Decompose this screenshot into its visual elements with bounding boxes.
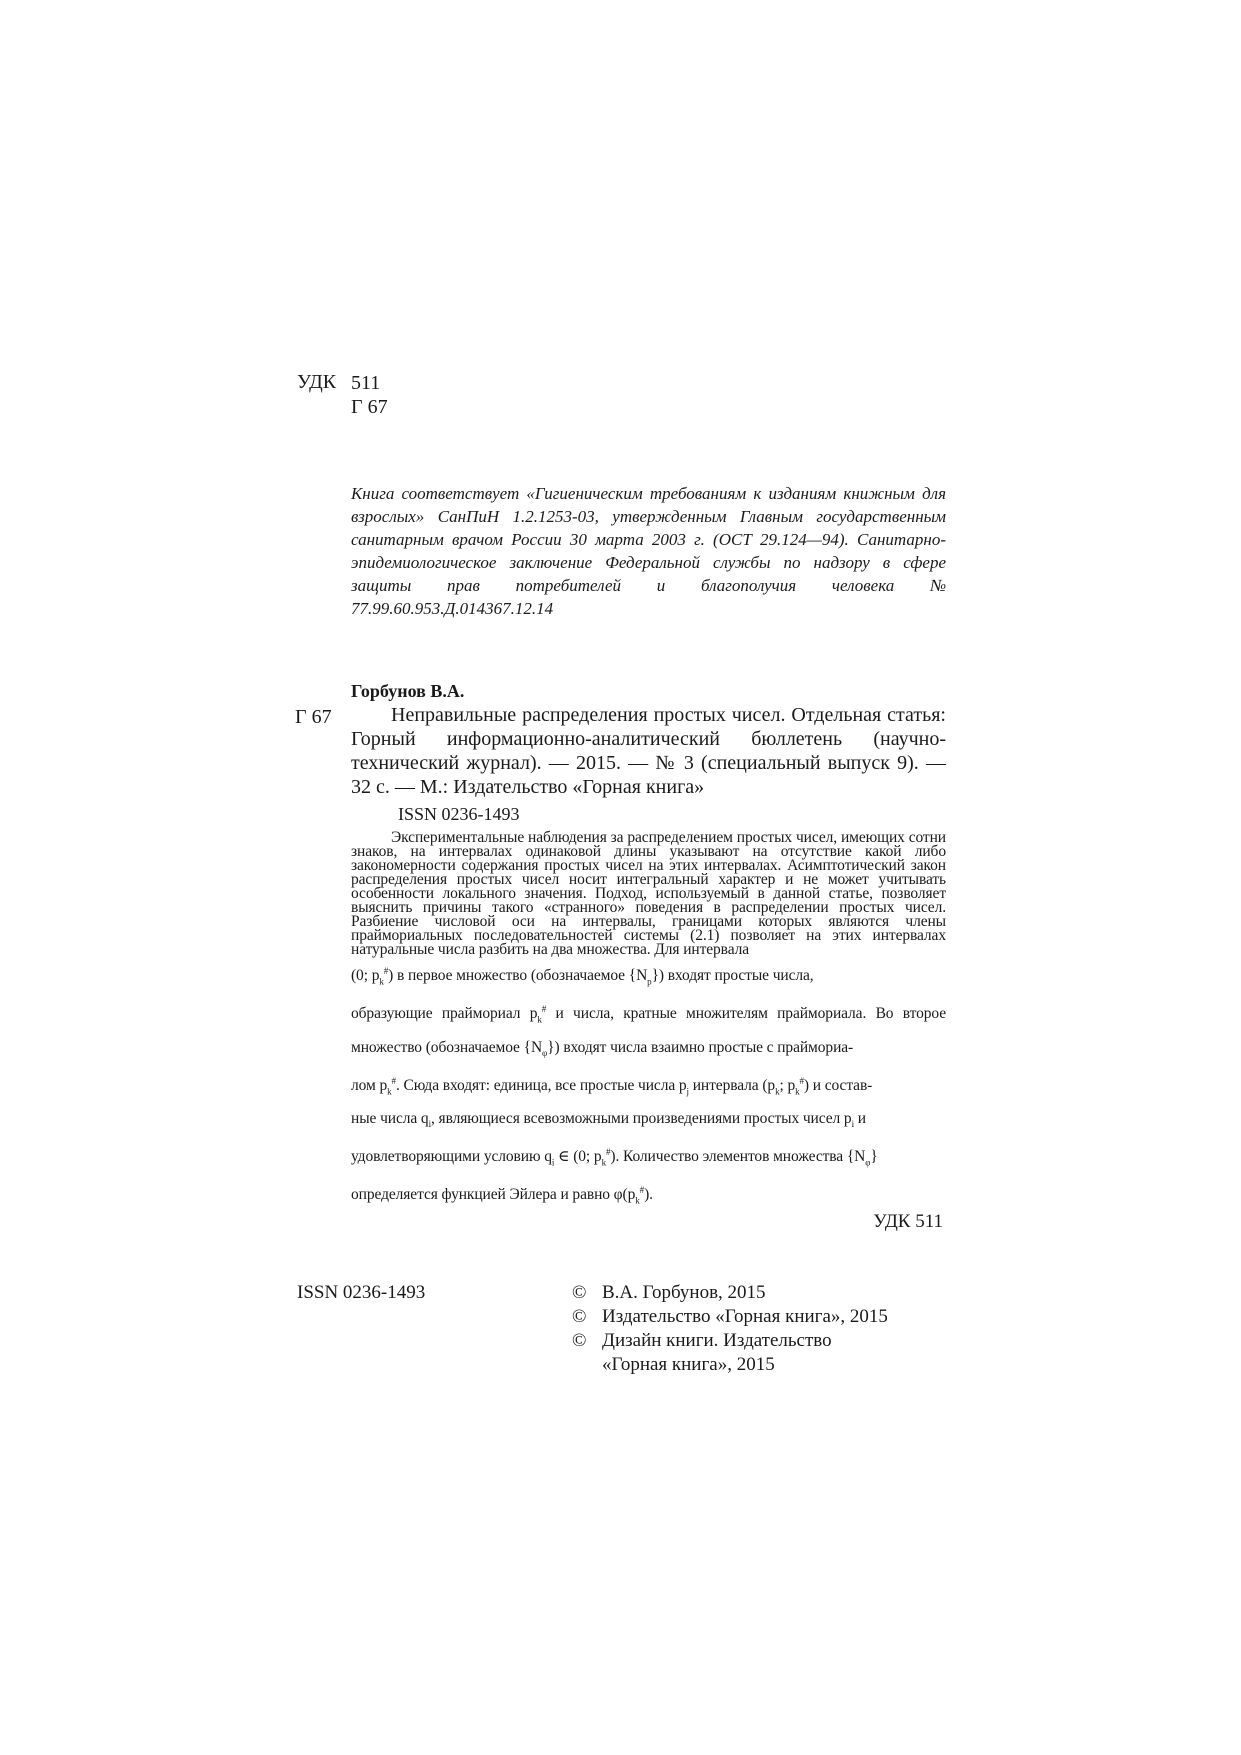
- udk-bottom: УДК 511: [873, 1211, 943, 1232]
- author-mark: Г 67: [351, 396, 388, 418]
- copyright-icon: ©: [572, 1282, 587, 1303]
- issn-bottom: ISSN 0236-1493: [297, 1282, 426, 1303]
- abstract-text: Экспериментальные наблюдения за распределением простых чисел, имеющих сотни знаков, на интервалах одинаковой длины указывают на отсутствие какой либо закономерности содержания простых чисел на этих интервалах. Асимптотический закон распределения простых чисел носит интегральный характер и не может учитывать особенности локального значения. Подход, используемый в данной статье, позволяет выяснить причины такого «странного» поведения в распределении простых чисел. Разбиение числовой оси на интервалы, границами которых являются члены праймориальных последовательностей системы (2.1) позволяет на этих интервалах натуральные числа разбить на два множества. Для интервала: [351, 829, 946, 958]
- formula-line-1: (0; $p_k^{\#}$) в первое множество (обозначаемое $\{N_p\}$) входят простые числа,: [351, 966, 814, 987]
- udk-block: [351, 371, 388, 419]
- issn-number: ISSN 0236-1493: [398, 804, 520, 824]
- copyright-block: [572, 1281, 892, 1377]
- formula-line-3: лом $p_k^{\#}$. Сюда входят: единица, все простые числа $p_j$ интервала ($p_k$; $p_k^{\#}$) и состав-: [351, 1075, 873, 1096]
- abstract: [351, 831, 946, 1214]
- copyright-icon: ©: [572, 1330, 587, 1351]
- formula-line-5: удовлетворяющими условию $q_i$ ∈ (0; $p_k^{\#}$). Количество элементов множества $\{N_\varphi\}$: [351, 1146, 878, 1168]
- copyright-line: © Издательство «Горная книга», 2015: [572, 1306, 888, 1327]
- formula-line-4: ные числа $q_i$, являющиеся всевозможными произведениями простых чисел $p_i$ и: [351, 1109, 866, 1129]
- bibliographic-description: Неправильные распределения простых чисел. Отдельная статья: Горный информационно-аналитический бюллетень (научно-технический журнал). — 2015. — № 3 (специальный выпуск 9). — 32 с. — М.: Издательство «Горная книга»: [351, 704, 946, 798]
- hygiene-notice: Книга соответствует «Гигиеническим требованиям к изданиям книжным для взрослых» СанПиН 1.2.1253-03, утвержденным Главным государственным санитарным врачом России 30 марта 2003 г. (ОСТ 29.124—94). Санитарно-эпидемиологическое заключение Федеральной службы по надзору в сфере защиты прав потребителей и благополучия человека № 77.99.60.953.Д.014367.12.14: [351, 484, 946, 618]
- formula-line-6: определяется функцией Эйлера и равно $\varphi(p_k^{\#})$.: [351, 1185, 653, 1206]
- catalog-code: Г 67: [295, 706, 332, 728]
- copyright-line: © В.А. Горбунов, 2015: [572, 1282, 766, 1303]
- udk-label: УДК: [297, 371, 337, 393]
- formula-line-2: образующие праймориал $p_k^{\#}$ и числа, кратные множителям праймориала. Во второе множество (обозначаемое $\{N_\varphi\}$) входят числа взаимно простые с праймориа-: [351, 1004, 947, 1058]
- author-name: Горбунов В.А.: [351, 681, 465, 701]
- copyright-icon: ©: [572, 1306, 587, 1327]
- udk-number: 511: [351, 372, 381, 394]
- copyright-line: © Дизайн книги. Издательство «Горная книга», 2015: [572, 1330, 832, 1375]
